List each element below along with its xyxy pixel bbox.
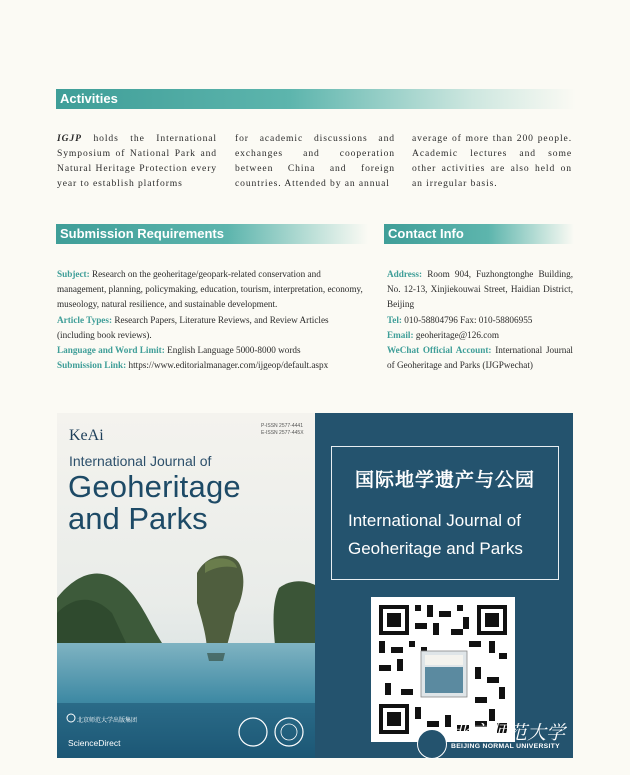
activities-heading: Activities <box>56 89 576 109</box>
subject-label: Subject: <box>57 269 90 279</box>
language-label: Language and Word Limit: <box>57 345 165 356</box>
promo-title-english-2: Geoheritage and Parks <box>348 539 523 558</box>
wechat-text: International Journal of Geoheritage and Parks (IJGPwechat) <box>387 345 573 371</box>
language-entry <box>57 343 367 358</box>
promo-title-frame <box>331 446 559 580</box>
activities-text-1: holds the International Symposium of National Park and Natural Heritage Protection every year to establish platforms <box>57 133 217 189</box>
address-label: Address: <box>387 269 423 279</box>
article-types-entry <box>57 313 367 343</box>
submission-link-entry[interactable] <box>57 358 367 373</box>
submission-link[interactable]: https://www.editorialmanager.com/ijgeop/default.aspx <box>126 360 329 371</box>
journal-cover <box>57 413 315 758</box>
language-text: English Language 5000-8000 words <box>164 345 301 356</box>
email-label: Email: <box>387 329 414 340</box>
bnu-publishing-group: 北京师范大学出版集团 <box>77 718 138 724</box>
article-types-text: Research Papers, Literature Reviews, and Review Articles (including book reviews). <box>57 314 329 340</box>
keai-logo: KeAi <box>69 427 104 444</box>
article-types-label: Article Types: <box>57 314 113 325</box>
cover-title-line-1: International Journal of <box>69 453 212 469</box>
issn-print: P-ISSN 2577-4441 <box>261 423 303 429</box>
activities-text-col-1 <box>57 131 217 191</box>
contact-info <box>387 267 573 373</box>
submission-heading: Submission Requirements <box>56 224 368 244</box>
submission-link-label: Submission Link: <box>57 360 127 371</box>
university-name-chinese: 北京师范大学 <box>451 722 566 744</box>
subject-entry <box>57 267 367 313</box>
university-name-english: BEIJING NORMAL UNIVERSITY <box>451 743 560 750</box>
address-text: Room 904, Fuzhongtonghe Building, No. 12-13, Xinjiekouwai Street, Haidian District, Beijing <box>387 269 573 310</box>
tel-label: Tel: <box>387 314 402 325</box>
issn-electronic: E-ISSN 2577-445X <box>261 430 304 436</box>
contact-heading: Contact Info <box>384 224 574 244</box>
activities-text-col-2: for academic discussions and exchanges and cooperation between China and foreign countries. Attended by an annual <box>235 133 395 189</box>
cover-title-line-3: and Parks <box>68 501 208 536</box>
wechat-entry <box>387 343 573 373</box>
email-link[interactable]: geoheritage@126.com <box>413 329 500 340</box>
bnu-emblem-icon <box>417 729 447 759</box>
tel-text: 010-58804796 Fax: 010-58806955 <box>401 314 533 325</box>
submission-requirements <box>57 267 367 373</box>
journal-poster <box>57 413 573 758</box>
cover-title-line-2: Geoheritage <box>68 469 241 504</box>
subject-text: Research on the geoheritage/geopark-related conservation and management, planning, policymaking, education, tourism, interpretation, economy, museology, natural resilience, and sustainable development. <box>57 269 363 310</box>
email-entry[interactable] <box>387 328 573 343</box>
activities-text-col-3: average of more than 200 people. Academic lectures and some other activities are also held on an irregular basis. <box>412 133 572 189</box>
promo-title-english-1: International Journal of <box>348 511 521 530</box>
address-entry <box>387 267 573 313</box>
sciencedirect-logo: ScienceDirect <box>68 738 121 748</box>
promo-title-chinese: 国际地学遗产与公园 <box>354 469 535 491</box>
journal-promo-panel <box>315 413 573 758</box>
wechat-label: WeChat Official Account: <box>387 345 492 356</box>
tel-entry <box>387 313 573 328</box>
journal-abbreviation: IGJP <box>57 133 82 144</box>
